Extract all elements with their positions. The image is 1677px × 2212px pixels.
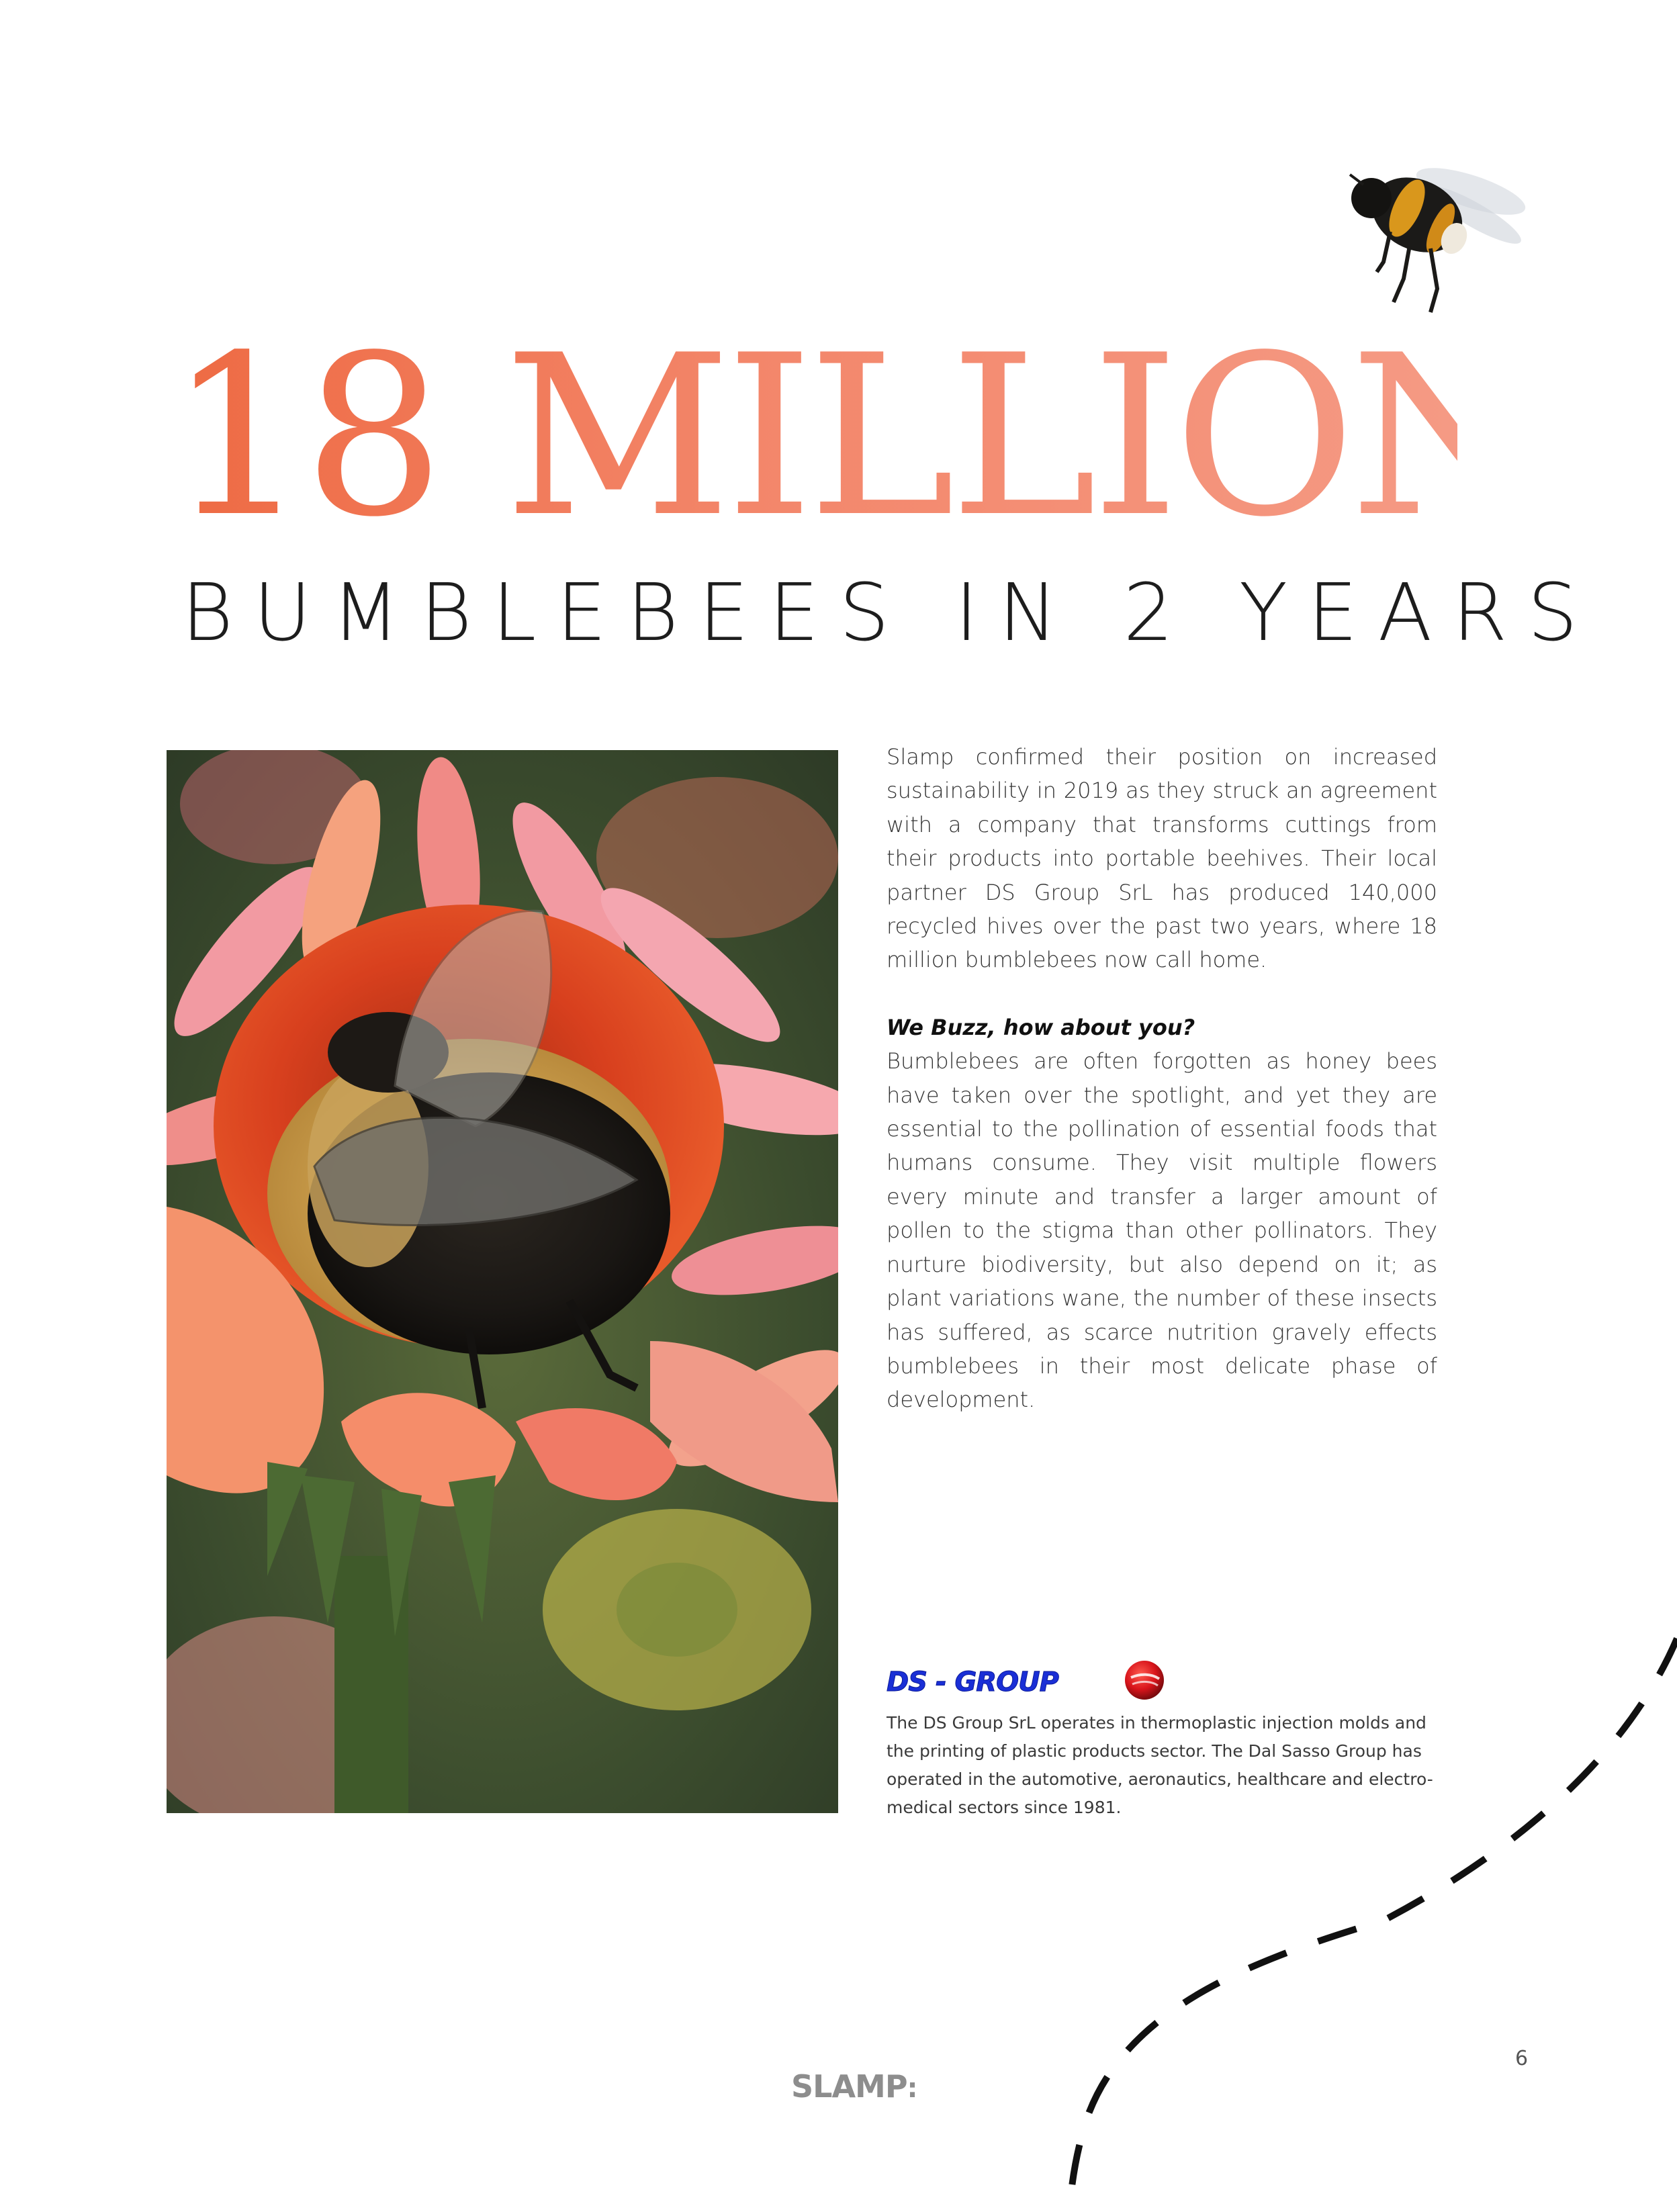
article-paragraph-2: Bumblebees are often forgotten as honey bees have taken over the spotlight, and yet they are essential to the pollination of essential foods that humans consume. They visit multiple flowers every minute and transfer a larger amount of pollen to the stigma than other pollinators. They nurture biodiversity, but also depend on it; as plant variations wane, the number of these insects has suffered, as scarce nutrition gravely effects bumblebees in their most delicate phase of development.: [887, 1048, 1437, 1413]
dal-sasso-logo: [1123, 1659, 1166, 1702]
article-paragraph-1: Slamp confirmed their position on increased sustainability in 2019 as they struck an agreement with a company that transforms cuttings from their products into portable beehives. Their local partner DS Group SrL has produced 140,000 recycled hives over the past two years, where 18 million bumblebees now call home.: [887, 744, 1437, 973]
article-subheading: We Buzz, how about you?: [887, 1014, 1195, 1040]
page-number: 6: [1515, 2047, 1529, 2070]
headline-subtitle: BUMBLEBEES IN 2 YEARS: [181, 566, 1598, 659]
svg-text:DS - GROUP: DS - GROUP: [887, 1667, 1058, 1698]
slamp-brand-text: SLAMP: [791, 2068, 907, 2105]
ds-group-logo: [887, 1664, 1076, 1698]
slamp-footer-logo: [791, 2068, 917, 2109]
partner-description: The DS Group SrL operates in thermoplastic injection molds and the printing of plastic products sector. The Dal Sasso Group has operated in the automotive, aeronautics, healthcare and electro-medical sectors since 1981.: [887, 1713, 1433, 1817]
bumblebee-on-flower-photo: [167, 750, 838, 1813]
headline-number: 18 MILLION: [168, 308, 1539, 565]
slamp-logo-dots: :: [907, 2073, 917, 2104]
article-body: [887, 740, 1437, 1417]
